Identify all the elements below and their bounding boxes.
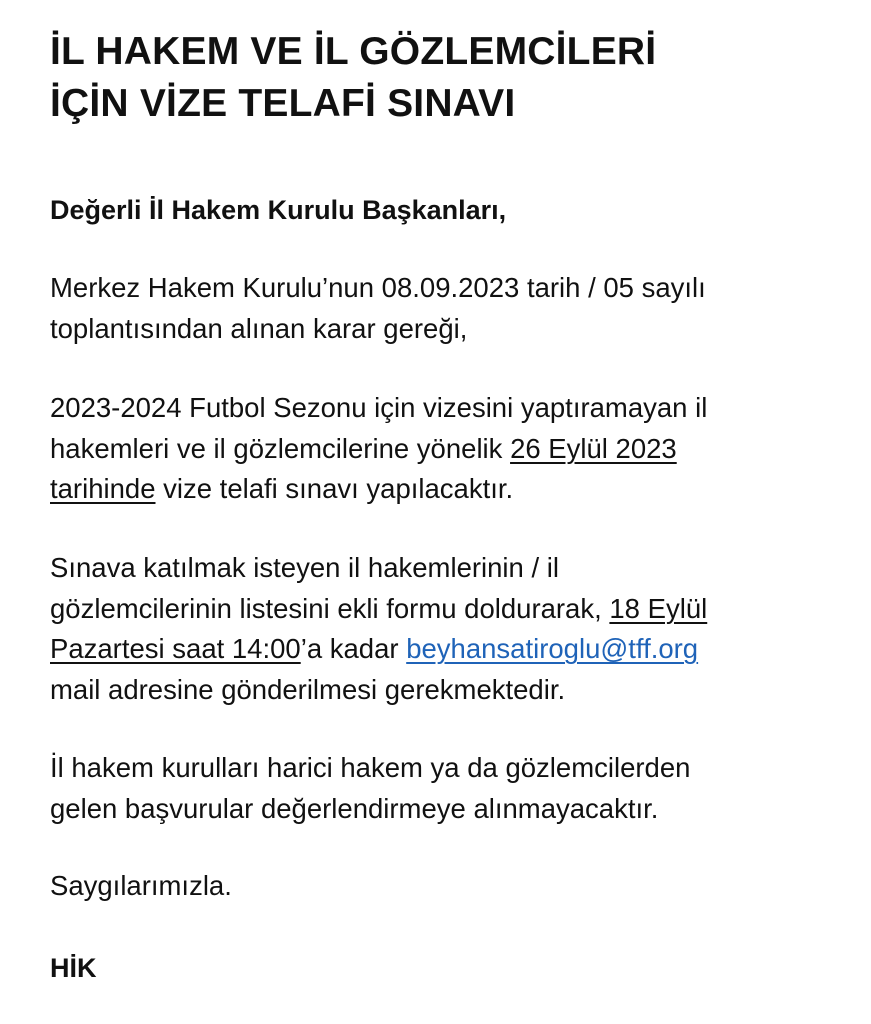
paragraph-exam-date [50,388,850,510]
title-line-1: İL HAKEM VE İL GÖZLEMCİLERİ [50,30,657,73]
text-segment: vize telafi sınavı yapılacaktır. [155,473,514,504]
closing-text: Saygılarımızla. [50,870,232,901]
page-title [50,26,850,130]
text-segment: ’a kadar [300,633,407,664]
exam-date-underlined-cont: tarihinde [50,473,156,504]
exam-date-underlined: 26 Eylül 2023 [510,432,677,464]
paragraph-line: toplantısından alınan karar gereği, [50,312,468,344]
paragraph-line: gelen başvurular değerlendirmeye alınmayacaktır. [50,792,659,824]
title-line-2: İÇİN VİZE TELAFİ SINAVI [50,82,516,125]
paragraph-line: İl hakem kurulları harici hakem ya da gözlemcilerden [50,752,691,783]
email-link[interactable]: beyhansatiroglu@tff.org [406,633,699,664]
paragraph-line: Sınava katılmak isteyen il hakemlerinin / il [50,552,559,583]
paragraph-line [50,589,850,630]
paragraph-line [50,469,850,510]
paragraph-line [50,429,850,470]
closing [50,866,850,907]
paragraph-line: 2023-2024 Futbol Sezonu için vizesini yaptıramayan il [50,392,708,423]
paragraph-line [50,629,850,670]
paragraph-line: mail adresine gönderilmesi gerekmektedir. [50,673,566,705]
deadline-underlined: 18 Eylül [609,592,708,624]
greeting: Değerli İl Hakem Kurulu Başkanları, [50,195,507,225]
paragraph-decision [50,268,850,349]
paragraph-line: Merkez Hakem Kurulu’nun 08.09.2023 tarih / 05 sayılı [50,272,706,303]
deadline-underlined-cont: Pazartesi saat 14:00 [50,633,301,664]
text-segment: gözlemcilerinin listesini ekli formu doldurarak, [50,592,610,624]
paragraph-notice [50,748,850,829]
text-segment: hakemleri ve il gözlemcilerine yönelik [50,432,511,464]
paragraph-application [50,548,850,710]
signature: HİK [50,953,97,983]
